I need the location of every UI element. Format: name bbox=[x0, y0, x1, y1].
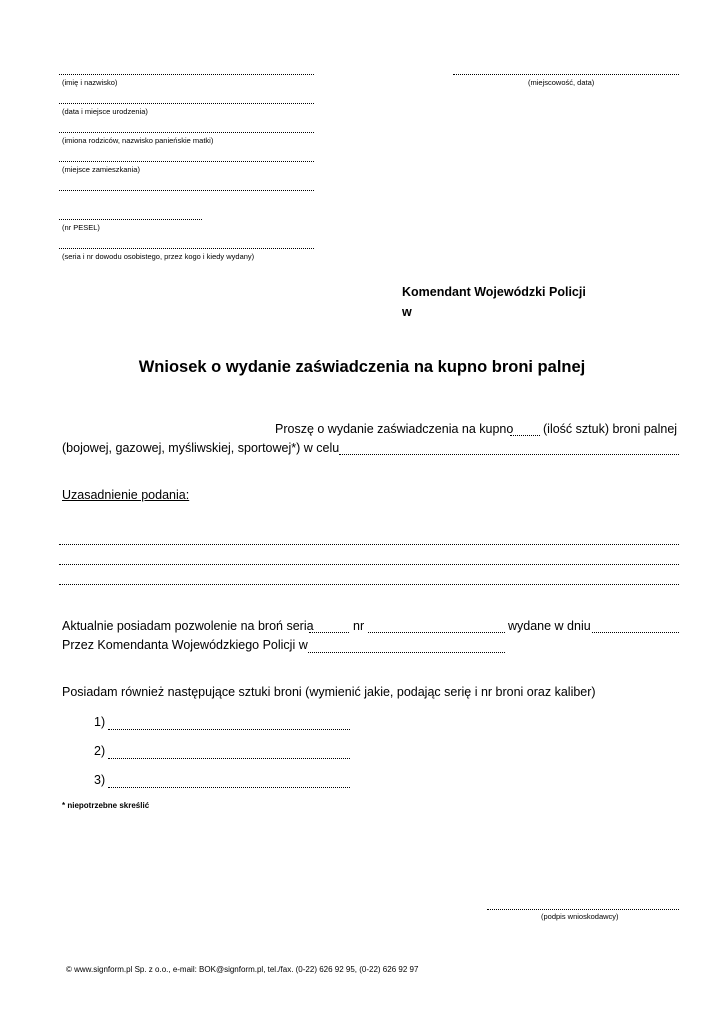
permit-series-line[interactable] bbox=[309, 632, 349, 633]
footnote: * niepotrzebne skreślić bbox=[62, 801, 150, 810]
weapon-line-2[interactable] bbox=[108, 758, 350, 759]
place-date-caption: (miejscowość, data) bbox=[528, 78, 595, 87]
justification-line-2[interactable] bbox=[59, 564, 679, 565]
id-line[interactable] bbox=[59, 248, 314, 249]
signature-caption: (podpis wnioskodawcy) bbox=[541, 912, 619, 921]
permit-text-4: Przez Komendanta Wojewódzkiego Policji w bbox=[62, 638, 308, 652]
pesel-line[interactable] bbox=[59, 219, 202, 220]
address-caption: (miejsce zamieszkania) bbox=[62, 165, 140, 174]
parents-caption: (imiona rodziców, nazwisko panieńskie matki) bbox=[62, 136, 214, 145]
justification-heading: Uzasadnienie podania: bbox=[62, 488, 190, 502]
request-text-1: Proszę o wydanie zaświadczenia na kupno bbox=[275, 422, 514, 436]
request-text-2: (ilość sztuk) broni palnej bbox=[543, 422, 678, 436]
name-line[interactable] bbox=[59, 74, 314, 75]
pesel-caption: (nr PESEL) bbox=[62, 223, 100, 232]
address-line-1[interactable] bbox=[59, 161, 314, 162]
permit-number-line[interactable] bbox=[368, 632, 505, 633]
list-item-number-3: 3) bbox=[94, 773, 106, 787]
document-title: Wniosek o wydanie zaświadczenia na kupno broni palnej bbox=[138, 358, 586, 376]
list-item-number-1: 1) bbox=[94, 715, 106, 729]
permit-text-2: nr bbox=[353, 619, 365, 633]
quantity-line[interactable] bbox=[510, 435, 540, 436]
permit-text-1: Aktualnie posiadam pozwolenie na broń seria bbox=[62, 619, 314, 633]
justification-line-3[interactable] bbox=[59, 584, 679, 585]
birth-line[interactable] bbox=[59, 103, 314, 104]
footer-text: © www.signform.pl Sp. z o.o., e-mail: BOK@signform.pl, tel./fax. (0-22) 626 92 95, (0-22) 626 92 97 bbox=[66, 965, 419, 974]
parents-line[interactable] bbox=[59, 132, 314, 133]
other-weapons-intro: Posiadam również następujące sztuki broni (wymienić jakie, podając serię i nr broni oraz kaliber) bbox=[62, 685, 596, 699]
place-date-line[interactable] bbox=[453, 74, 679, 75]
justification-line-1[interactable] bbox=[59, 544, 679, 545]
purpose-line[interactable] bbox=[339, 454, 679, 455]
permit-date-line[interactable] bbox=[592, 632, 679, 633]
weapon-line-1[interactable] bbox=[108, 729, 350, 730]
list-item-number-2: 2) bbox=[94, 744, 106, 758]
birth-caption: (data i miejsce urodzenia) bbox=[62, 107, 148, 116]
recipient-line-2: w bbox=[402, 305, 412, 319]
weapon-line-3[interactable] bbox=[108, 787, 350, 788]
address-line-2[interactable] bbox=[59, 190, 314, 191]
request-text-3: (bojowej, gazowej, myśliwskiej, sportowej*) w celu bbox=[62, 441, 340, 455]
permit-text-3: wydane w dniu bbox=[508, 619, 591, 633]
name-caption: (imię i nazwisko) bbox=[62, 78, 118, 87]
signature-line[interactable] bbox=[487, 909, 679, 910]
id-caption: (seria i nr dowodu osobistego, przez kogo i kiedy wydany) bbox=[62, 252, 255, 261]
permit-authority-line[interactable] bbox=[308, 652, 505, 653]
recipient-line-1: Komendant Wojewódzki Policji bbox=[402, 285, 586, 299]
